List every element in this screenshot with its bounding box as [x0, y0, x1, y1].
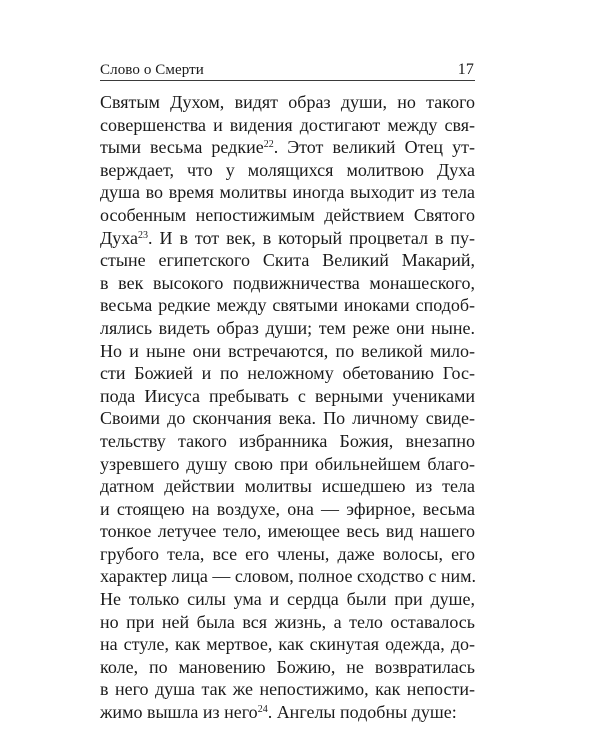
text-segment: характер лица — словом, полное сходство с ним.	[100, 566, 477, 587]
text-segment: душа во время молитвы иногда выходит из тела	[100, 182, 475, 203]
text-line	[100, 453, 475, 476]
text-segment: в век высокого подвижничества монашеского,	[100, 272, 475, 293]
text-line	[100, 701, 475, 724]
text-line	[100, 430, 475, 453]
text-segment: Не только силы ума и сердца были при душе,	[100, 589, 475, 610]
text-segment: Своими до скончания века. По личному свиде-	[100, 408, 475, 429]
text-segment: совершенства и видения достигают между свя-	[100, 114, 475, 135]
text-line	[100, 407, 475, 430]
running-title: Слово о Смерти	[100, 62, 204, 78]
text-segment: . Этот великий Отец ут-	[273, 137, 476, 158]
text-segment: датном действии молитвы исшедшею из тела	[100, 476, 475, 497]
text-segment: особенным непостижимым действием Святого	[100, 204, 475, 225]
text-segment: коле, по мановению Божию, не возвратилась	[100, 656, 475, 677]
text-line	[100, 385, 475, 408]
text-line	[100, 611, 475, 634]
text-segment: весьма редкие между святыми иноками сподоб-	[100, 295, 475, 316]
text-line	[100, 678, 475, 701]
text-line	[100, 340, 475, 363]
text-segment: но при ней была вся жизнь, а тело оставалось	[100, 611, 475, 632]
text-line	[100, 294, 475, 317]
text-segment: сти Божией и по неложному обетованию Гос-	[100, 363, 475, 384]
text-line	[100, 249, 475, 272]
text-segment: на стуле, как мертвое, как скинутая одежда, до-	[100, 634, 475, 655]
text-segment: узревшего душу свою при обильнейшем благо-	[100, 453, 475, 474]
text-line	[100, 588, 475, 611]
text-segment: в него душа так же непостижимо, как непости-	[100, 679, 475, 700]
text-segment: тонкое летучее тело, имеющее весь вид нашего	[100, 521, 475, 542]
text-segment: лялись видеть образ души; тем реже они ныне.	[100, 317, 475, 338]
text-line	[100, 633, 475, 656]
text-segment: верждает, что у молящихся молитвою Духа	[100, 159, 475, 180]
text-segment: Святым Духом, видят образ души, но такого	[100, 92, 475, 112]
footnote-marker: 22	[263, 139, 274, 151]
text-segment: жимо вышла из него	[100, 702, 258, 723]
page-number: 17	[457, 61, 474, 78]
text-segment: стыне египетского Скита Великий Макарий,	[100, 250, 475, 271]
text-segment: Но и ныне они встречаются, по великой мило-	[100, 340, 475, 361]
text-segment: . Ангелы подобны душе:	[267, 702, 457, 723]
text-line	[100, 498, 475, 521]
text-line	[100, 136, 475, 159]
text-line	[100, 362, 475, 385]
text-line	[100, 181, 475, 204]
text-line	[100, 204, 475, 227]
text-segment: Духа	[100, 227, 139, 248]
text-segment: пода Иисуса пребывать с верными учениками	[100, 385, 475, 406]
header-rule	[100, 80, 475, 81]
text-segment: тельству такого избранника Божия, внезапно	[100, 430, 475, 451]
footnote-marker: 24	[257, 704, 268, 716]
text-line	[100, 227, 475, 250]
text-segment: грубого тела, все его члены, даже волосы, его	[100, 543, 475, 564]
running-header	[100, 62, 475, 78]
text-segment: . И в тот век, в который процветал в пу-	[148, 227, 475, 248]
text-line	[100, 475, 475, 498]
text-segment: и стоящею на воздухе, она — эфирное, весьма	[100, 498, 475, 519]
text-line	[100, 656, 475, 679]
text-line	[100, 520, 475, 543]
text-line	[100, 565, 475, 588]
text-line	[100, 91, 475, 114]
text-line	[100, 543, 475, 566]
footnote-marker: 23	[138, 229, 149, 241]
body-text	[100, 91, 475, 724]
text-line	[100, 272, 475, 295]
text-line	[100, 114, 475, 137]
text-segment: тыми весьма редкие	[100, 137, 264, 158]
text-line	[100, 159, 475, 182]
text-line	[100, 317, 475, 340]
